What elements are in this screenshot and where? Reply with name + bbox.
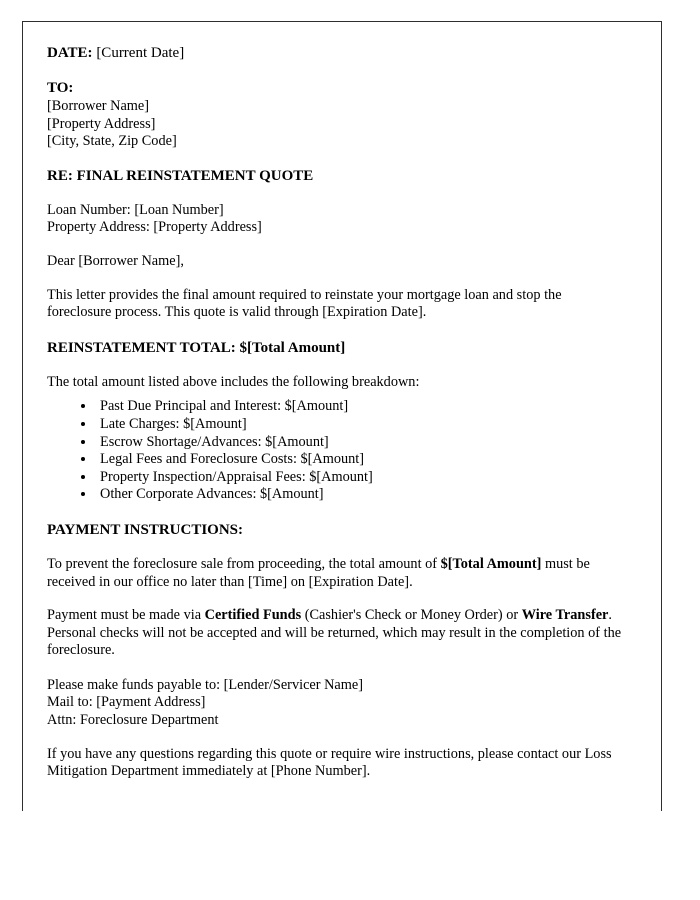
list-item: • Legal Fees and Foreclosure Costs: $[Amount]	[96, 451, 625, 469]
wire-transfer-emphasis: Wire Transfer	[521, 607, 609, 624]
spacer	[47, 322, 625, 339]
spacer	[47, 358, 625, 374]
property-address-line: Property Address: [Property Address]	[47, 219, 262, 236]
deadline-total-amount: $[Total Amount]	[440, 555, 542, 572]
list-item: • Late Charges: $[Amount]	[96, 416, 625, 434]
spacer	[47, 591, 625, 607]
date-value: [Current Date]	[96, 45, 185, 61]
breakdown-list	[47, 398, 625, 504]
certified-funds-emphasis: Certified Funds	[204, 607, 302, 624]
payable-to-line: Please make funds payable to: [Lender/Servicer Name]	[47, 676, 363, 693]
spacer	[47, 186, 625, 202]
subject-heading: RE: FINAL REINSTATEMENT QUOTE	[47, 167, 314, 184]
spacer	[47, 63, 625, 79]
to-label: TO:	[47, 80, 74, 96]
funds-text-1: Payment must be made via	[47, 607, 205, 624]
document-page	[22, 21, 662, 811]
spacer	[47, 151, 625, 167]
attention-line: Attn: Foreclosure Department	[47, 712, 219, 729]
deadline-text-before: To prevent the foreclosure sale from proceeding, the total amount of	[47, 555, 441, 572]
list-item: • Escrow Shortage/Advances: $[Amount]	[96, 434, 625, 452]
funds-text-2: (Cashier's Check or Money Order) or	[301, 607, 522, 624]
list-item: • Past Due Principal and Interest: $[Amount]	[96, 398, 625, 416]
spacer	[47, 540, 625, 556]
deadline-paragraph	[47, 556, 625, 591]
funds-paragraph	[47, 607, 625, 660]
recipient-city-state-zip: [City, State, Zip Code]	[47, 133, 177, 150]
date-line	[47, 44, 625, 63]
date-label: DATE:	[47, 45, 93, 61]
spacer	[47, 730, 625, 746]
recipient-address: [Property Address]	[47, 115, 156, 132]
payment-instructions-heading: PAYMENT INSTRUCTIONS:	[47, 521, 244, 538]
salutation: Dear [Borrower Name],	[47, 252, 184, 269]
breakdown-intro: The total amount listed above includes the following breakdown:	[47, 373, 420, 390]
spacer	[47, 237, 625, 253]
document-body	[23, 22, 661, 781]
closing-paragraph: If you have any questions regarding this quote or require wire instructions, please contact our Loss Mitigation Department immediately at [Phone Number].	[47, 745, 612, 780]
list-item: • Other Corporate Advances: $[Amount]	[96, 486, 625, 504]
funds-text-3: . Personal checks will not be accepted and will be returned, which may result in the completion of the foreclosure.	[47, 607, 622, 659]
mail-to-line: Mail to: [Payment Address]	[47, 694, 206, 711]
spacer	[47, 271, 625, 287]
spacer	[47, 660, 625, 677]
intro-paragraph: This letter provides the final amount required to reinstate your mortgage loan and stop the foreclosure process. This quote is valid through [Expiration Date].	[47, 286, 562, 321]
spacer	[47, 504, 625, 521]
deadline-text-after: must be received in our office no later than [Time] on [Expiration Date].	[47, 555, 590, 590]
list-item: • Property Inspection/Appraisal Fees: $[Amount]	[96, 469, 625, 487]
recipient-name: [Borrower Name]	[47, 98, 150, 114]
reinstatement-total-heading: REINSTATEMENT TOTAL: $[Total Amount]	[47, 339, 346, 356]
loan-number-line: Loan Number: [Loan Number]	[47, 201, 224, 218]
